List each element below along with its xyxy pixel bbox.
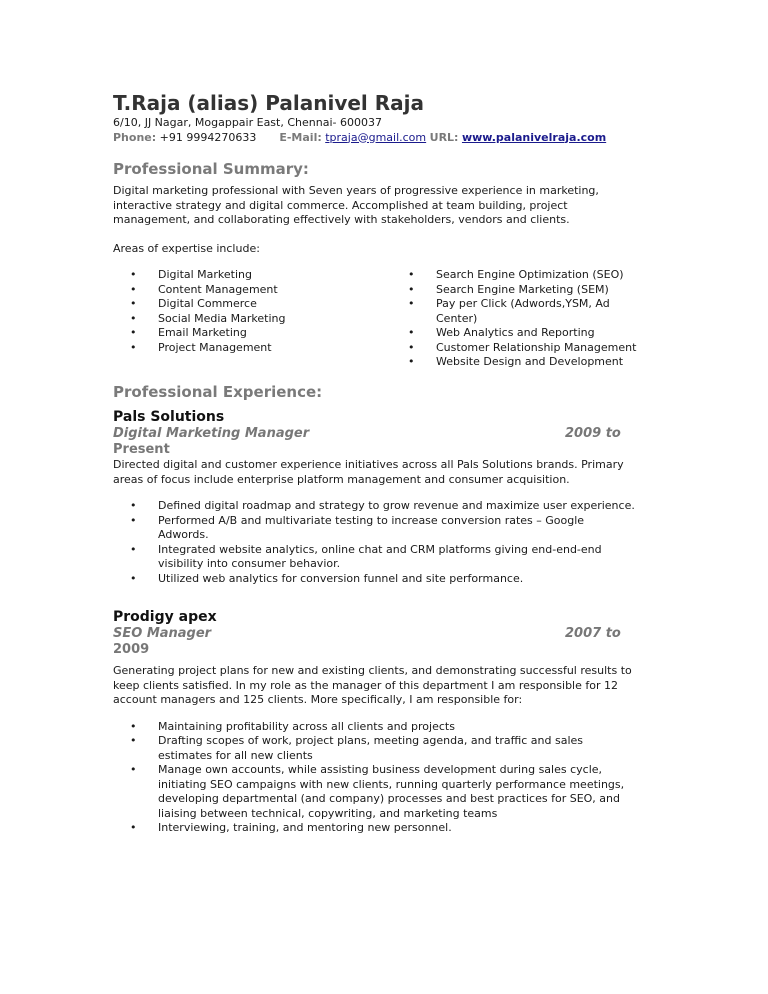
contact-line bbox=[113, 131, 658, 146]
list-item-line: • Search Engine Optimization (SEO) bbox=[436, 268, 624, 281]
list-item-line: initiating SEO campaigns with new clients, running quarterly performance meetings, bbox=[158, 777, 625, 791]
address: 6/10, JJ Nagar, Mogappair East, Chennai- 600037 bbox=[113, 116, 382, 129]
list-item bbox=[391, 283, 653, 298]
list-item: • Email Marketing bbox=[113, 326, 393, 341]
list-item: • Digital Commerce bbox=[113, 297, 393, 312]
list-item bbox=[113, 821, 658, 836]
job-title: Digital Marketing Manager bbox=[113, 426, 310, 441]
list-item: • Digital Marketing bbox=[113, 268, 393, 283]
expertise-right-list bbox=[391, 268, 653, 370]
url-link[interactable]: www.palanivelraja.com bbox=[461, 130, 607, 144]
list-item-line: • Website Design and Development bbox=[436, 355, 624, 368]
list-item bbox=[391, 355, 653, 370]
summary-text bbox=[113, 184, 658, 228]
list-item-line: • Search Engine Marketing (SEM) bbox=[436, 282, 609, 296]
expertise-columns bbox=[113, 268, 658, 370]
list-item: • Social Media Marketing bbox=[113, 312, 393, 327]
list-item-line: Adwords. bbox=[158, 528, 209, 541]
description-line: account managers and 125 clients. More specifically, I am responsible for: bbox=[113, 693, 523, 706]
list-item-line: • Manage own accounts, while assisting business development during sales cycle, bbox=[158, 763, 603, 776]
phone-label: Phone: bbox=[113, 130, 157, 144]
list-item bbox=[113, 734, 658, 763]
job-description bbox=[113, 664, 658, 708]
description-line: Generating project plans for new and existing clients, and demonstrating successful results to bbox=[113, 664, 632, 677]
list-item bbox=[391, 297, 653, 326]
list-item-line: • Performed A/B and multivariate testing to increase conversion rates – Google bbox=[158, 513, 585, 527]
list-item-line: • Integrated website analytics, online chat and CRM platforms giving end-end-end bbox=[158, 542, 602, 556]
list-item bbox=[113, 514, 658, 543]
list-item-line: liaising between technical, copywriting, and marketing teams bbox=[158, 806, 498, 820]
job-entry bbox=[113, 608, 658, 836]
list-item-line: • Interviewing, training, and mentoring new personnel. bbox=[158, 821, 452, 834]
role-row bbox=[113, 426, 658, 442]
job-bullets bbox=[113, 720, 658, 836]
experience-heading: Professional Experience: bbox=[113, 383, 323, 401]
summary-line: management, and collaborating effectively with stakeholders, vendors and clients. bbox=[113, 213, 570, 226]
job-description bbox=[113, 458, 658, 487]
list-item-line: • Pay per Click (Adwords,YSM, Ad bbox=[436, 297, 610, 310]
list-item bbox=[391, 341, 653, 356]
expertise-left-list bbox=[113, 268, 393, 355]
list-item-line: • Drafting scopes of work, project plans, meeting agenda, and traffic and sales bbox=[158, 734, 583, 747]
email-label: E-Mail: bbox=[279, 130, 322, 144]
list-item-line: • Maintaining profitability across all clients and projects bbox=[158, 719, 455, 733]
role-row bbox=[113, 626, 658, 642]
list-item: • Project Management bbox=[113, 341, 393, 356]
url-label: URL: bbox=[429, 130, 459, 144]
list-item bbox=[391, 268, 653, 283]
company-name: Pals Solutions bbox=[113, 409, 225, 425]
list-item-line: • Defined digital roadmap and strategy to grow revenue and maximize user experience. bbox=[158, 499, 635, 512]
description-line: areas of focus include enterprise platform management and consumer acquisition. bbox=[113, 472, 570, 486]
list-item-line: developing departmental (and company) processes and best practices for SEO, and bbox=[158, 792, 620, 805]
job-title: SEO Manager bbox=[113, 626, 212, 641]
list-item-line: • Utilized web analytics for conversion funnel and site performance. bbox=[158, 571, 524, 585]
email-link[interactable]: tpraja@gmail.com bbox=[325, 130, 427, 144]
list-item-line: • Web Analytics and Reporting bbox=[436, 326, 595, 339]
summary-line: interactive strategy and digital commerce. Accomplished at team building, project bbox=[113, 198, 568, 212]
expertise-intro: Areas of expertise include: bbox=[113, 241, 260, 255]
candidate-name: T.Raja (alias) Palanivel Raja bbox=[113, 91, 424, 115]
date-end: 2009 bbox=[113, 642, 150, 657]
list-item bbox=[391, 326, 653, 341]
job-bullets bbox=[113, 499, 658, 586]
list-item: • Content Management bbox=[113, 283, 393, 298]
description-line: keep clients satisfied. In my role as the manager of this department I am responsible for 12 bbox=[113, 678, 619, 692]
list-item bbox=[113, 720, 658, 735]
list-item bbox=[113, 543, 658, 572]
company-name: Prodigy apex bbox=[113, 609, 217, 625]
list-item-line: visibility into consumer behavior. bbox=[158, 557, 341, 570]
job-entry bbox=[113, 408, 658, 586]
date-start: 2007 to bbox=[565, 626, 621, 641]
list-item bbox=[113, 499, 658, 514]
date-end: Present bbox=[113, 442, 170, 457]
list-item-line: Center) bbox=[436, 311, 478, 325]
list-item bbox=[113, 572, 658, 587]
date-start: 2009 to bbox=[565, 426, 621, 441]
list-item-line: • Customer Relationship Management bbox=[436, 340, 637, 354]
list-item-line: estimates for all new clients bbox=[158, 748, 313, 762]
summary-heading: Professional Summary: bbox=[113, 160, 309, 178]
summary-line: Digital marketing professional with Seven years of progressive experience in marketing, bbox=[113, 184, 599, 197]
resume-page bbox=[113, 90, 658, 836]
phone-number: +91 9994270633 bbox=[159, 130, 257, 144]
description-line: Directed digital and customer experience initiatives across all Pals Solutions brands. Primary bbox=[113, 458, 624, 471]
list-item bbox=[113, 763, 658, 821]
